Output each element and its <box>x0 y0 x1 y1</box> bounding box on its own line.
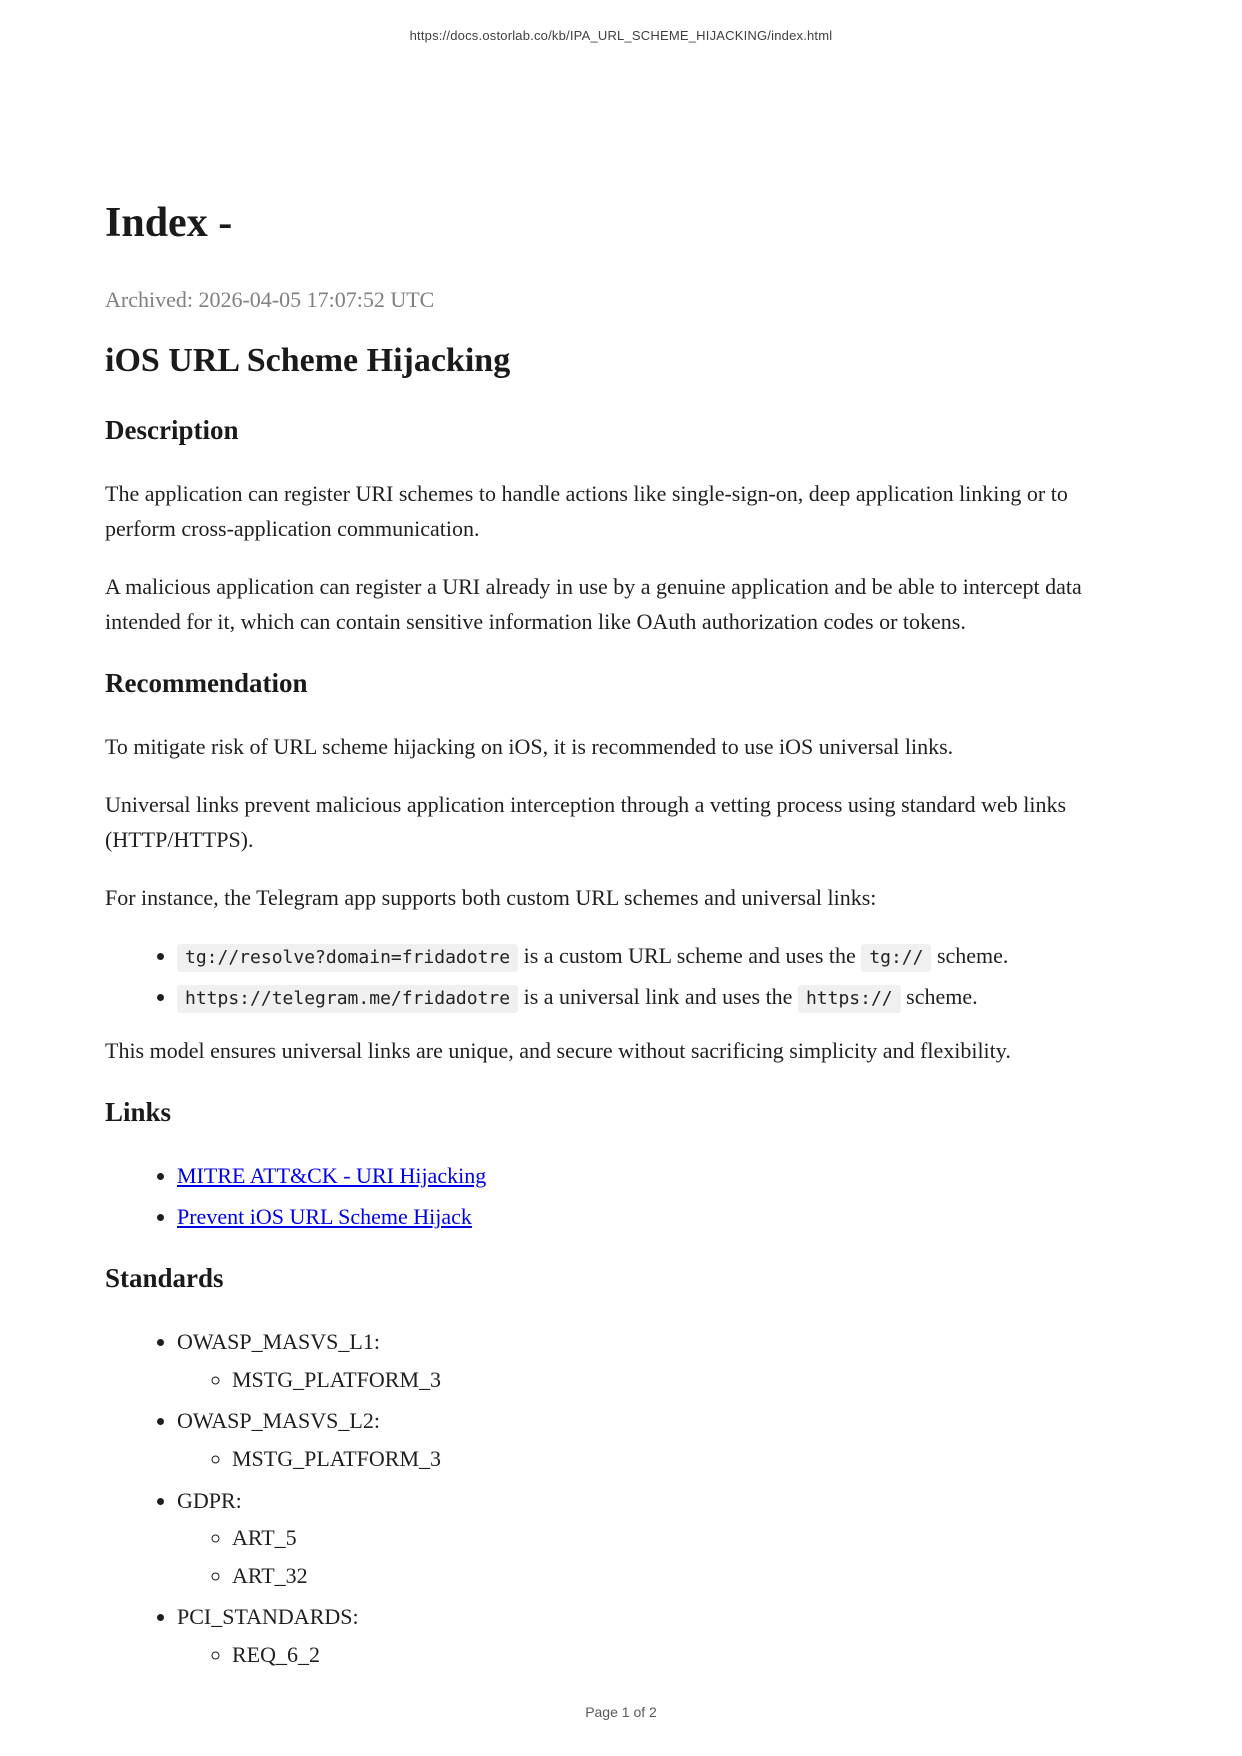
list-item-text: scheme. <box>900 984 978 1010</box>
list-item: ◦ ART_32 <box>232 1558 1140 1594</box>
article-heading: iOS URL Scheme Hijacking <box>105 342 511 380</box>
description-heading: Description <box>105 414 239 445</box>
standards-heading: Standards <box>105 1262 224 1293</box>
list-item: ◦ REQ_6_2 <box>232 1637 1140 1673</box>
list-item: ◦ MSTG_PLATFORM_3 <box>232 1362 1140 1398</box>
document-title: Index - <box>105 200 233 246</box>
standard-label: PCI_STANDARDS: <box>177 1604 359 1630</box>
standard-sublist <box>177 1637 1140 1673</box>
standard-sublist <box>177 1441 1140 1477</box>
recommendation-paragraph-2: Universal links prevent malicious application interception through a vetting process using standard web links (HTTP/HTTPS). <box>105 791 1067 853</box>
list-item <box>177 1483 1140 1594</box>
links-heading: Links <box>105 1096 172 1127</box>
list-item <box>177 1403 1140 1476</box>
list-item <box>177 1324 1140 1397</box>
recommendation-paragraph-4: This model ensures universal links are unique, and secure without sacrificing simplicity and flexibility. <box>105 1037 1011 1063</box>
mitre-attack-link[interactable]: MITRE ATT&CK - URI Hijacking <box>177 1162 487 1188</box>
scheme-example-list <box>105 938 1140 1015</box>
list-item <box>177 1599 1140 1672</box>
list-item <box>177 1158 1140 1194</box>
list-item-text: is a universal link and uses the <box>518 984 798 1010</box>
description-paragraph-2: A malicious application can register a URI already in use by a genuine application and be able to intercept data intended for it, which can contain sensitive information like OAuth authorization codes or tokens. <box>105 573 1082 635</box>
prevent-hijack-link[interactable]: Prevent iOS URL Scheme Hijack <box>177 1204 472 1230</box>
list-item-text: is a custom URL scheme and uses the <box>518 942 862 968</box>
code-snippet: tg://resolve?domain=fridadotre <box>177 944 518 972</box>
archived-timestamp: Archived: 2026-04-05 17:07:52 UTC <box>105 287 435 313</box>
print-header-url: https://docs.ostorlab.co/kb/IPA_URL_SCHEME_HIJACKING/index.html <box>409 28 833 43</box>
list-item: ◦ ART_5 <box>232 1520 1140 1556</box>
code-snippet: https:// <box>798 985 901 1013</box>
links-list <box>105 1158 1140 1235</box>
list-item <box>177 938 1140 974</box>
standard-label: GDPR: <box>177 1487 242 1513</box>
standard-label: OWASP_MASVS_L1: <box>177 1329 380 1355</box>
recommendation-paragraph-1: To mitigate risk of URL scheme hijacking on iOS, it is recommended to use iOS universal links. <box>105 734 954 760</box>
list-item <box>177 1199 1140 1235</box>
description-paragraph-1: The application can register URI schemes to handle actions like single-sign-on, deep application linking or to perform cross-application communication. <box>105 480 1068 542</box>
recommendation-paragraph-3: For instance, the Telegram app supports both custom URL schemes and universal links: <box>105 885 877 911</box>
code-snippet: https://telegram.me/fridadotre <box>177 985 518 1013</box>
standard-label: OWASP_MASVS_L2: <box>177 1408 380 1434</box>
list-item-text: scheme. <box>931 942 1009 968</box>
code-snippet: tg:// <box>861 944 931 972</box>
list-item <box>177 979 1140 1015</box>
page-number-footer: Page 1 of 2 <box>585 1704 657 1720</box>
list-item: ◦ MSTG_PLATFORM_3 <box>232 1441 1140 1477</box>
standards-list <box>105 1324 1140 1673</box>
recommendation-heading: Recommendation <box>105 668 308 699</box>
standard-sublist <box>177 1520 1140 1593</box>
document-content <box>105 0 1140 1691</box>
standard-sublist <box>177 1362 1140 1398</box>
